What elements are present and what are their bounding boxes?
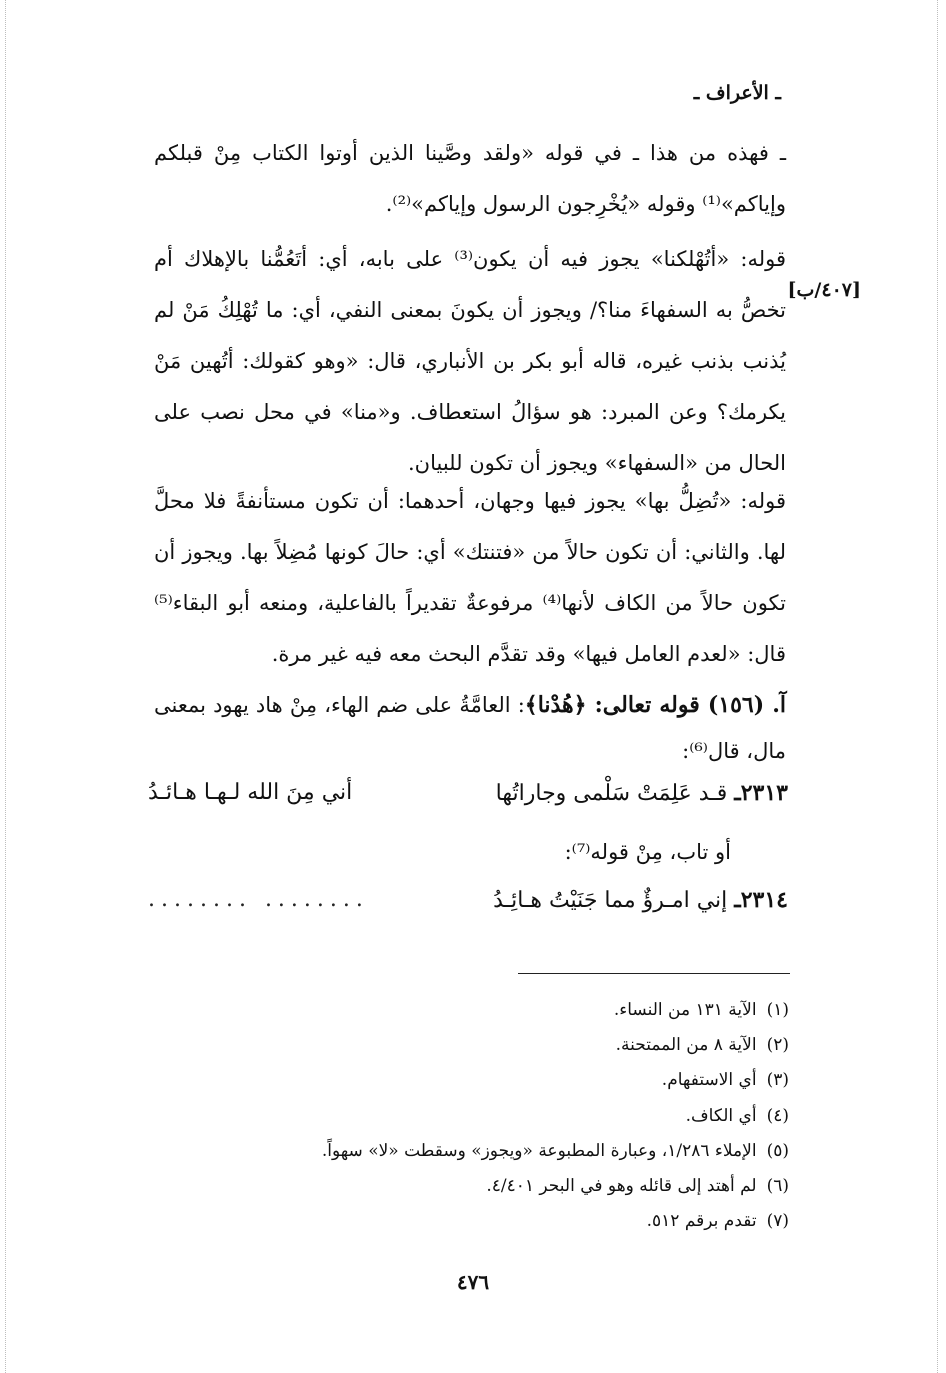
paragraph-3-block xyxy=(154,476,786,680)
poetry-2314-first-text: إني امـرؤٌ مما جَنَيْتُ هـائِـدُ xyxy=(493,888,728,913)
left-dotted-edge xyxy=(5,0,6,1373)
poetry-2313-first-text: قـد عَلِمَتْ سَلْمى وجاراتُها xyxy=(495,781,728,806)
poetry-line-2313 xyxy=(148,780,788,824)
footnote-number: (٧) xyxy=(766,1211,789,1232)
footnote-item xyxy=(149,1134,789,1169)
footnote-number: (١) xyxy=(766,1000,789,1020)
verse-reference xyxy=(154,682,786,774)
poetry-2313-second-hemistich: أني مِنَ الله لـهـا هـائـدُ xyxy=(148,780,353,805)
poetry-2314-first-hemistich xyxy=(493,887,788,913)
footnote-item xyxy=(149,1028,789,1063)
footnotes xyxy=(149,993,789,1239)
poetry-2314-number: ٢٣١٤ـ xyxy=(734,887,788,913)
footnote-text: لم أهتد إلى قائله وهو في البحر ٤/٤٠١. xyxy=(486,1176,757,1197)
poetry-2313-first-hemistich xyxy=(496,780,788,806)
footnote-text: تقدم برقم ٥١٢. xyxy=(646,1211,757,1232)
verse-reference-text: : العامَّةُ على ضم الهاء، مِنْ هاد يهود بمعنى مال، قال⁽⁶⁾: xyxy=(154,693,786,763)
footnote-text: الإملاء ١/٢٨٦، وعبارة المطبوعة «ويجوز» وسقطت «لا» سهواً. xyxy=(321,1140,757,1161)
paragraph-3: قوله: «تُضِلُّ بها» يجوز فيها وجهان، أحدهما: أن تكون مستأنفةً فلا محلَّ لها. والثاني: أن تكون حالاً من «فتنتك» أي: حالَ كونها مُضِلاً بها. ويجوز أن تكون حالاً من الكاف لأنها⁽⁴⁾ مرفوعةٌ تقديراً بالفاعلية، ومنعه أبو البقاء⁽⁵⁾ قال: «لعدم العامل فيها» وقد تقدَّم البحث معه فيه غير مرة. xyxy=(154,489,786,666)
footnote-number: (٥) xyxy=(766,1140,789,1161)
verse-reference-label: آ. (١٥٦) قوله تعالى: ﴿هُدْنا﴾ xyxy=(524,692,787,718)
footnote-text: أي الكاف. xyxy=(685,1105,757,1126)
paragraph-2-block xyxy=(154,234,786,489)
footnote-item xyxy=(149,993,789,1028)
paragraph-1-block xyxy=(154,128,786,230)
paragraph-1: ـ فهذه من هذا ـ في قوله «ولقد وصَّينا الذين أوتوا الكتاب مِنْ قبلكم وإياكم»⁽¹⁾ وقوله «يُخْرِجون الرسول وإياكم»⁽²⁾. xyxy=(154,141,786,216)
footnote-text: الآية ١٣١ من النساء. xyxy=(613,1000,757,1020)
footnote-text: أي الاستفهام. xyxy=(661,1070,757,1091)
footnote-number: (٦) xyxy=(766,1176,789,1197)
right-dotted-edge xyxy=(937,0,938,1373)
footnote-item xyxy=(149,1099,789,1134)
footnote-item xyxy=(149,1204,789,1239)
verse-reference-block xyxy=(154,682,786,774)
footnote-number: (٤) xyxy=(766,1105,789,1126)
paragraph-2: قوله: «أتُهْلكنا» يجوز فيه أن يكون⁽³⁾ على بابه، أي: أتَعُمُّنا بالإهلاك أم تخصُّ به السفهاءَ منا؟/ ويجوز أن يكونَ بمعنى النفي، أي: ما تُهْلِكُ مَنْ لم يُذنب بذنب غيره، قاله أبو بكر بن الأنباري، قال: «وهو كقولك: أتُهين مَنْ يكرمك؟ وعن المبرد: هو سؤالُ استعطاف. و«منا» في محل نصب على الحال من «السفهاء» ويجوز أن تكون للبيان. xyxy=(154,247,786,475)
running-header: ـ الأعراف ـ xyxy=(693,82,781,104)
poetry-2313-number: ٢٣١٣ـ xyxy=(734,780,788,806)
poetry-2314-ellipsis: ........ ........ xyxy=(148,887,369,912)
poetry-line-2314 xyxy=(148,887,788,931)
manuscript-folio-note: [٤٠٧/ب] xyxy=(787,279,861,301)
footnote-text: الآية ٨ من الممتحنة. xyxy=(615,1035,757,1056)
footnote-item xyxy=(149,1063,789,1098)
footnote-separator xyxy=(518,973,790,974)
footnote-item xyxy=(149,1169,789,1204)
footnote-number: (٣) xyxy=(766,1070,789,1091)
page-number: ٤٧٦ xyxy=(456,1270,490,1294)
footnote-number: (٢) xyxy=(766,1035,789,1056)
poetry-2314-intro: أو تاب، مِنْ قوله⁽⁷⁾: xyxy=(564,840,731,864)
